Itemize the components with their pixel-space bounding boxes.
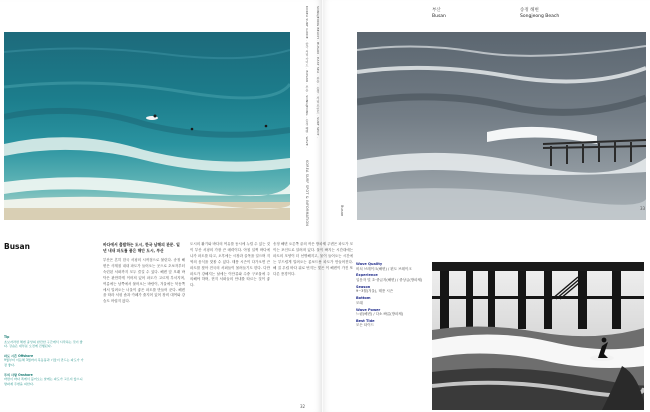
running-strip-2: SONGJEONG BEACH · BUSAN · EAST SEA · 부산 · 송정 · 서핑 포인트 · SURF SPOT · [316,6,320,138]
section-title: Busan [4,242,30,251]
sidebar-note-heading: Tip [4,335,10,339]
fact-value: 입문자 및 초·중급자(해변) / 중상급(방파제) [356,277,423,282]
page-number-right: 33 [640,206,646,211]
body-column-2: 도시의 활기와 바다의 여유를 동시에 누릴 수 있는 것이 부산 서핑의 가장 큰 매력이다. 아침 일찍 바다에 나가 파도를 타고, 오후에는 시장과 골목을 걸으며 지역의 음식을 맛볼 수 있다. 태풍 시즌이 다가오면 큰 파도를 찾아 전국의 서퍼들이 몰려들기도 한다. 다만 파도가 강해지는 날에는 이안류와 수중 구조물에 주의해야 하며, 현지 서퍼들의 안내를 따르는 것이 좋다. [190,242,270,288]
fact-value: 모든 타이드 [356,323,375,328]
fact-value: 모래 [356,300,363,305]
pier-sea-photo [357,32,646,220]
beach-name-en: Songjeong Beach [520,14,560,19]
spot-facts [356,262,432,330]
beach-name-ko: 송정 해변 [520,8,539,13]
fact-value: 비치 브레이크(해변) / 편도 브레이크 [356,266,412,271]
sidebar-notes [4,335,84,391]
sidebar-note [4,335,84,349]
body-column-1: 부산은 흔히 한국 서핑의 시작점으로 불린다. 송정 해변은 사계절 내내 파도가 들어오는 곳으로 초보자부터 숙련된 서퍼까지 모두 즐길 수 있다. 해변 앞 모래 바닥은 완만하게 이어져 있어 파도가 고르게 부서지며, 여름에는 남쪽에서 불어오는 바람이, 겨울에는 북동쪽에서 밀려오는 너울이 좋은 파도를 만들어 준다. 해변을 따라 서핑 숍과 카페가 줄지어 있어 장비 대여와 강습도 어렵지 않다. [103,258,185,304]
sidebar-note-heading: 파도 시즌 Offshore [4,353,34,358]
fact-value: 느림(해변) / 다소 빠름(방파제) [356,312,404,317]
page-number-left: 32 [300,404,306,409]
sidebar-note [4,373,84,387]
running-strip-4: Busan [340,205,344,217]
city-header [432,8,446,20]
fact-label: Experience [356,273,378,278]
city-name-en: Busan [432,14,446,19]
fact-label: Best Tide [356,318,375,323]
sidebar-note-text: 바람이 바다 쪽에서 불어오는 날에는 파도가 고르지 않으니 방파제 주변을 피한다. [4,377,83,386]
fact-label: Wave Power [356,307,381,312]
city-name-ko: 부산 [432,8,441,13]
sidebar-note [4,354,84,368]
body-column-3: 송정 해변 오른쪽 끝의 작은 방파제 주변은 파도가 모이는 포인트로 알려져 있다. 물이 빠지는 시간대에는 파도의 모양이 더 선명해지고, 물이 들어오는 시간에는 부드럽게 밀려오는 롱보드용 파도가 만들어진다. 해 질 무렵 바다 위로 번지는 빛은 이 해변이 가진 또 다른 풍경이다. [273,242,353,276]
beach-header [520,8,559,20]
sidebar-note-text: 9월부터 이듬해 3월까지 북동풍과 너울이 만드는 파도가 가장 좋다. [4,358,84,367]
fact-value: 9~3월(겨울), 태풍 시즌 [356,289,394,294]
fact-label: Wave Quality [356,262,383,266]
lead-paragraph: 바다에서 출발하는 도시, 한국 남해의 관문. 일 년 내내 파도를 품은 해안 도시, 부산 [103,242,180,253]
running-strip-3: KOREA SURF SPOT & INFORMATION [305,160,309,226]
surf-photo [4,32,290,220]
running-strip-1: KOREA SURF GUIDE · 한국 서핑 가이드 · BUSAN · 부산 · SONGJEONG · 송정 해변 · WAVE · [305,6,309,149]
fact-label: Season [356,284,371,289]
surfer-pier-photo [432,262,644,410]
fact-label: Bottom [356,296,371,301]
sidebar-note-heading: 주의 사항 Onshore [4,372,33,377]
sidebar-note-text: 초보자라면 해변 중앙의 완만한 구간에서 시작하는 것이 좋다. 강습은 대부분 오전에 진행된다. [4,339,83,349]
